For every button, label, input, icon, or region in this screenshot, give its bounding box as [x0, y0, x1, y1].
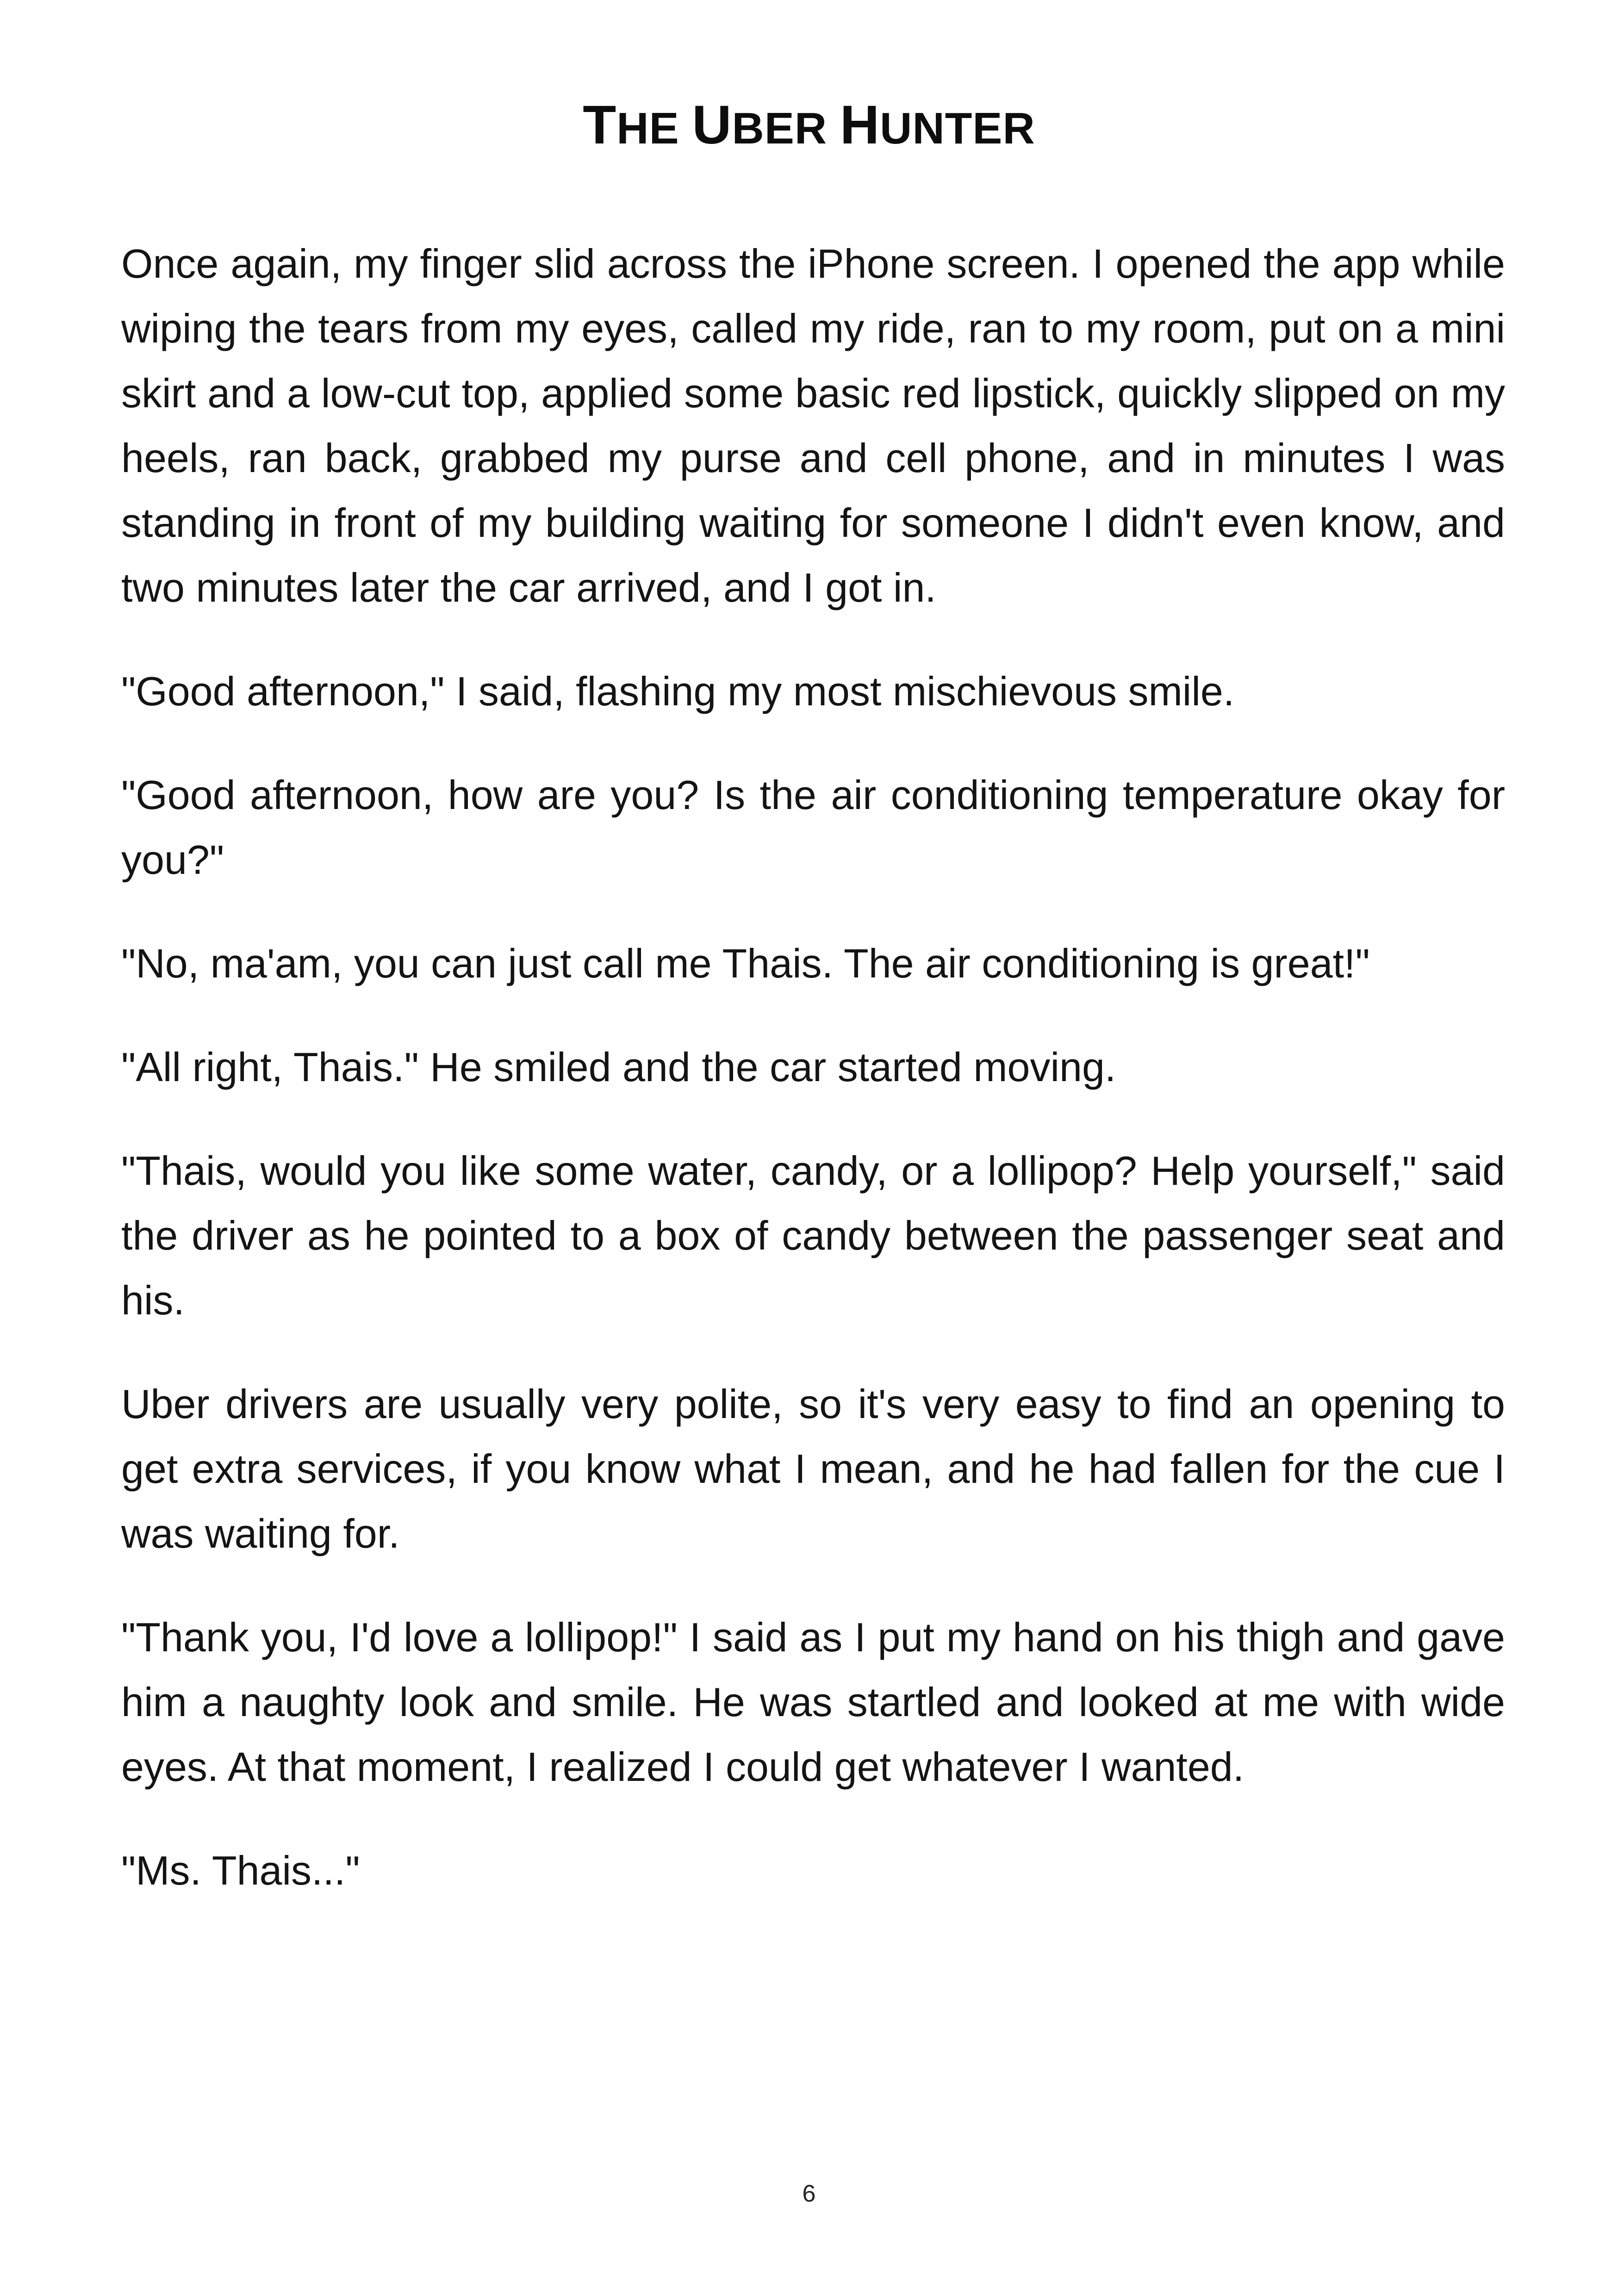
paragraph-9: "Ms. Thais...": [121, 1848, 360, 1893]
title-word-1: THE: [583, 94, 692, 156]
paragraph-2: "Good afternoon," I said, flashing my most mischievous smile.: [121, 668, 1235, 714]
page-number: 6: [802, 2180, 816, 2207]
paragraph-3: "Good afternoon, how are you? Is the air conditioning temperature okay for you?": [121, 772, 1505, 883]
paragraph-7: Uber drivers are usually very polite, so it's very easy to find an opening to get extra services, if you know what I mean, and he had fallen for the cue I was waiting for.: [121, 1381, 1505, 1556]
paragraph-6: "Thais, would you like some water, candy, or a lollipop? Help yourself," said the driver as he pointed to a box of candy between the passenger seat and his.: [121, 1148, 1505, 1323]
paragraph-8: "Thank you, I'd love a lollipop!" I said as I put my hand on his thigh and gave him a naughty look and smile. He was startled and looked at me with wide eyes. At that moment, I realized I could get whatever I wanted.: [121, 1614, 1505, 1790]
paragraph-1: Once again, my finger slid across the iPhone screen. I opened the app while wiping the tears from my eyes, called my ride, ran to my room, put on a mini skirt and a low-cut top, applied some basic red lipstick, quickly slipped on my heels, ran back, grabbed my purse and cell phone, and in minutes I was standing in front of my building waiting for someone I didn't even know, and two minutes later the car arrived, and I got in.: [121, 241, 1505, 610]
title-word-2: UBER: [692, 94, 840, 156]
body-text: [121, 231, 1505, 1942]
title-word-3: HUNTER: [840, 94, 1035, 156]
paragraph-4: "No, ma'am, you can just call me Thais. The air conditioning is great!": [121, 940, 1370, 986]
chapter-title: [0, 95, 1618, 159]
paragraph-5: "All right, Thais." He smiled and the car started moving.: [121, 1044, 1116, 1090]
